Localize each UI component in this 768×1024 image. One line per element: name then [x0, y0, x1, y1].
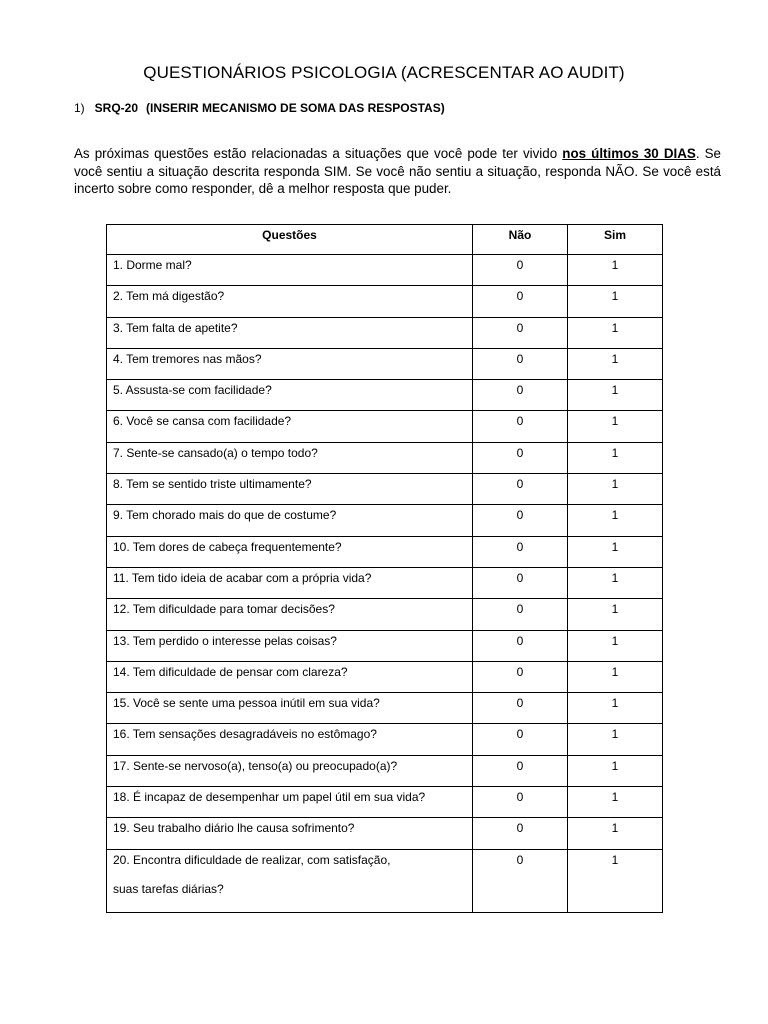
- section-heading: [74, 101, 445, 115]
- answer-no-value: 0: [473, 255, 568, 286]
- table-row: [107, 442, 663, 473]
- table-row: [107, 348, 663, 379]
- answer-yes-value: 1: [568, 630, 663, 661]
- table-row: [107, 380, 663, 411]
- question-text: 1. Dorme mal?: [107, 255, 473, 286]
- answer-yes-value: 1: [568, 348, 663, 379]
- question-text: 19. Seu trabalho diário lhe causa sofrimento?: [107, 818, 473, 849]
- table-header-row: [107, 225, 663, 255]
- question-text: 3. Tem falta de apetite?: [107, 317, 473, 348]
- table-row: [107, 474, 663, 505]
- answer-yes-value: 1: [568, 787, 663, 818]
- header-no: Não: [473, 225, 568, 255]
- question-text: 18. É incapaz de desempenhar um papel útil em sua vida?: [107, 787, 473, 818]
- table-row: [107, 286, 663, 317]
- section-note: (INSERIR MECANISMO DE SOMA DAS RESPOSTAS): [146, 101, 445, 115]
- section-number: 1): [74, 101, 85, 115]
- table-row: [107, 755, 663, 786]
- document-title: QUESTIONÁRIOS PSICOLOGIA (ACRESCENTAR AO AUDIT): [143, 63, 625, 82]
- answer-yes-value: 1: [568, 442, 663, 473]
- answer-no-value: 0: [473, 317, 568, 348]
- question-text: 2. Tem má digestão?: [107, 286, 473, 317]
- table-row: [107, 567, 663, 598]
- answer-no-value: 0: [473, 380, 568, 411]
- answer-no-value: 0: [473, 567, 568, 598]
- intro-text-start: As próximas questões estão relacionadas a situações que você pode ter vivido: [74, 146, 563, 162]
- answer-no-value: 0: [473, 755, 568, 786]
- answer-yes-value: 1: [568, 536, 663, 567]
- table-row: [107, 693, 663, 724]
- answer-no-value: 0: [473, 505, 568, 536]
- header-yes: Sim: [568, 225, 663, 255]
- table-row: [107, 787, 663, 818]
- question-text: 5. Assusta-se com facilidade?: [107, 380, 473, 411]
- header-questions: Questões: [107, 225, 473, 255]
- answer-yes-value: 1: [568, 661, 663, 692]
- table-row: [107, 536, 663, 567]
- answer-yes-value: 1: [568, 380, 663, 411]
- answer-no-value: 0: [473, 693, 568, 724]
- table-row: [107, 724, 663, 755]
- question-text: 9. Tem chorado mais do que de costume?: [107, 505, 473, 536]
- question-text: 13. Tem perdido o interesse pelas coisas?: [107, 630, 473, 661]
- answer-no-value: 0: [473, 348, 568, 379]
- answer-yes-value: 1: [568, 818, 663, 849]
- question-text: 8. Tem se sentido triste ultimamente?: [107, 474, 473, 505]
- answer-no-value: 0: [473, 286, 568, 317]
- question-text: 14. Tem dificuldade de pensar com clareza?: [107, 661, 473, 692]
- table-row: [107, 599, 663, 630]
- intro-text-end: . Se você sentiu a situação descrita responda SIM. Se você não sentiu a situação, responda NÃO. Se você está incerto sobre como responder, dê a melhor resposta que puder.: [74, 146, 722, 197]
- question-text: 17. Sente-se nervoso(a), tenso(a) ou preocupado(a)?: [107, 755, 473, 786]
- answer-yes-value: 1: [568, 755, 663, 786]
- answer-yes-value: 1: [568, 599, 663, 630]
- question-text: [107, 849, 473, 912]
- table-row: [107, 818, 663, 849]
- questionnaire-table: [106, 224, 663, 913]
- answer-no-value: 0: [473, 536, 568, 567]
- table-row: [107, 505, 663, 536]
- question-text-line1: 20. Encontra dificuldade de realizar, com satisfação,: [113, 852, 391, 867]
- answer-no-value: 0: [473, 818, 568, 849]
- question-text: 6. Você se cansa com facilidade?: [107, 411, 473, 442]
- question-text: 12. Tem dificuldade para tomar decisões?: [107, 599, 473, 630]
- question-text: 16. Tem sensações desagradáveis no estômago?: [107, 724, 473, 755]
- table-row: [107, 661, 663, 692]
- answer-no-value: 0: [473, 442, 568, 473]
- answer-no-value: 0: [473, 849, 568, 912]
- question-text: 4. Tem tremores nas mãos?: [107, 348, 473, 379]
- answer-no-value: 0: [473, 630, 568, 661]
- answer-yes-value: 1: [568, 724, 663, 755]
- table-body: [107, 255, 663, 913]
- question-text: 7. Sente-se cansado(a) o tempo todo?: [107, 442, 473, 473]
- answer-no-value: 0: [473, 411, 568, 442]
- table-row: [107, 317, 663, 348]
- intro-paragraph: [74, 145, 721, 198]
- table-row: [107, 849, 663, 912]
- question-text-line2: suas tarefas diárias?: [113, 881, 224, 896]
- answer-no-value: 0: [473, 599, 568, 630]
- answer-no-value: 0: [473, 661, 568, 692]
- answer-no-value: 0: [473, 724, 568, 755]
- table-row: [107, 411, 663, 442]
- answer-no-value: 0: [473, 474, 568, 505]
- table-row: [107, 255, 663, 286]
- table-row: [107, 630, 663, 661]
- answer-yes-value: 1: [568, 411, 663, 442]
- answer-yes-value: 1: [568, 255, 663, 286]
- question-text: 10. Tem dores de cabeça frequentemente?: [107, 536, 473, 567]
- question-text: 15. Você se sente uma pessoa inútil em sua vida?: [107, 693, 473, 724]
- answer-yes-value: 1: [568, 693, 663, 724]
- answer-yes-value: 1: [568, 567, 663, 598]
- answer-yes-value: 1: [568, 505, 663, 536]
- section-code: SRQ-20: [94, 101, 139, 115]
- answer-no-value: 0: [473, 787, 568, 818]
- answer-yes-value: 1: [568, 474, 663, 505]
- answer-yes-value: 1: [568, 286, 663, 317]
- question-text: 11. Tem tido ideia de acabar com a própria vida?: [107, 567, 473, 598]
- answer-yes-value: 1: [568, 317, 663, 348]
- intro-emphasis: nos últimos 30 DIAS: [562, 146, 696, 162]
- answer-yes-value: 1: [568, 849, 663, 912]
